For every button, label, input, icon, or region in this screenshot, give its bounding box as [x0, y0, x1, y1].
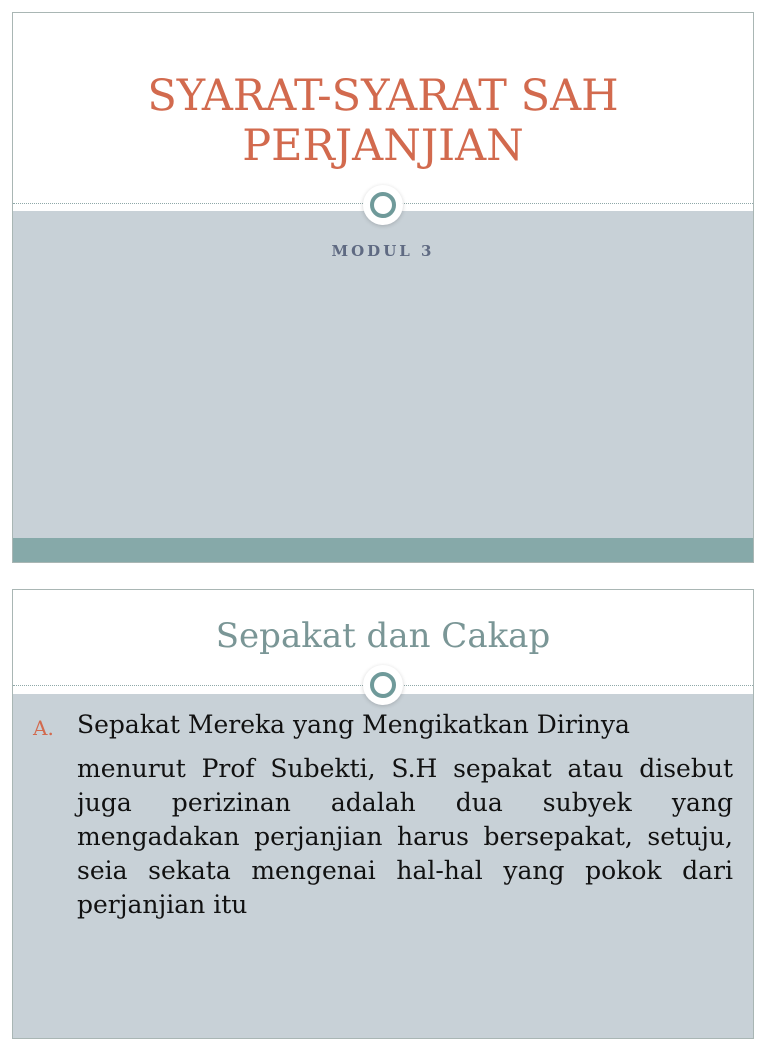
slide-1-body [13, 211, 753, 538]
slide-1-footer-band [13, 538, 753, 563]
slide-2 [12, 589, 754, 1039]
bullet-marker: A. [33, 716, 54, 740]
slide-1-subtitle: MODUL 3 [331, 242, 435, 260]
bullet-heading: Sepakat Mereka yang Mengikatkan Dirinya [77, 710, 630, 739]
bullet-body-text: menurut Prof Subekti, S.H sepakat atau disebut juga perizinan adalah dua subyek yang mengadakan perjanjian harus bersepakat, setuju, seia sekata mengenai hal-hal yang pokok dari perjanjian itu [77, 754, 733, 919]
slide-2-title: Sepakat dan Cakap [215, 616, 551, 656]
ring-ornament-icon [366, 668, 400, 702]
slide-1 [12, 12, 754, 563]
slide-1-title: SYARAT-SYARAT SAH PERJANJIAN [147, 71, 619, 171]
slide-1-title-area [13, 13, 753, 211]
ring-ornament-icon [366, 188, 400, 222]
